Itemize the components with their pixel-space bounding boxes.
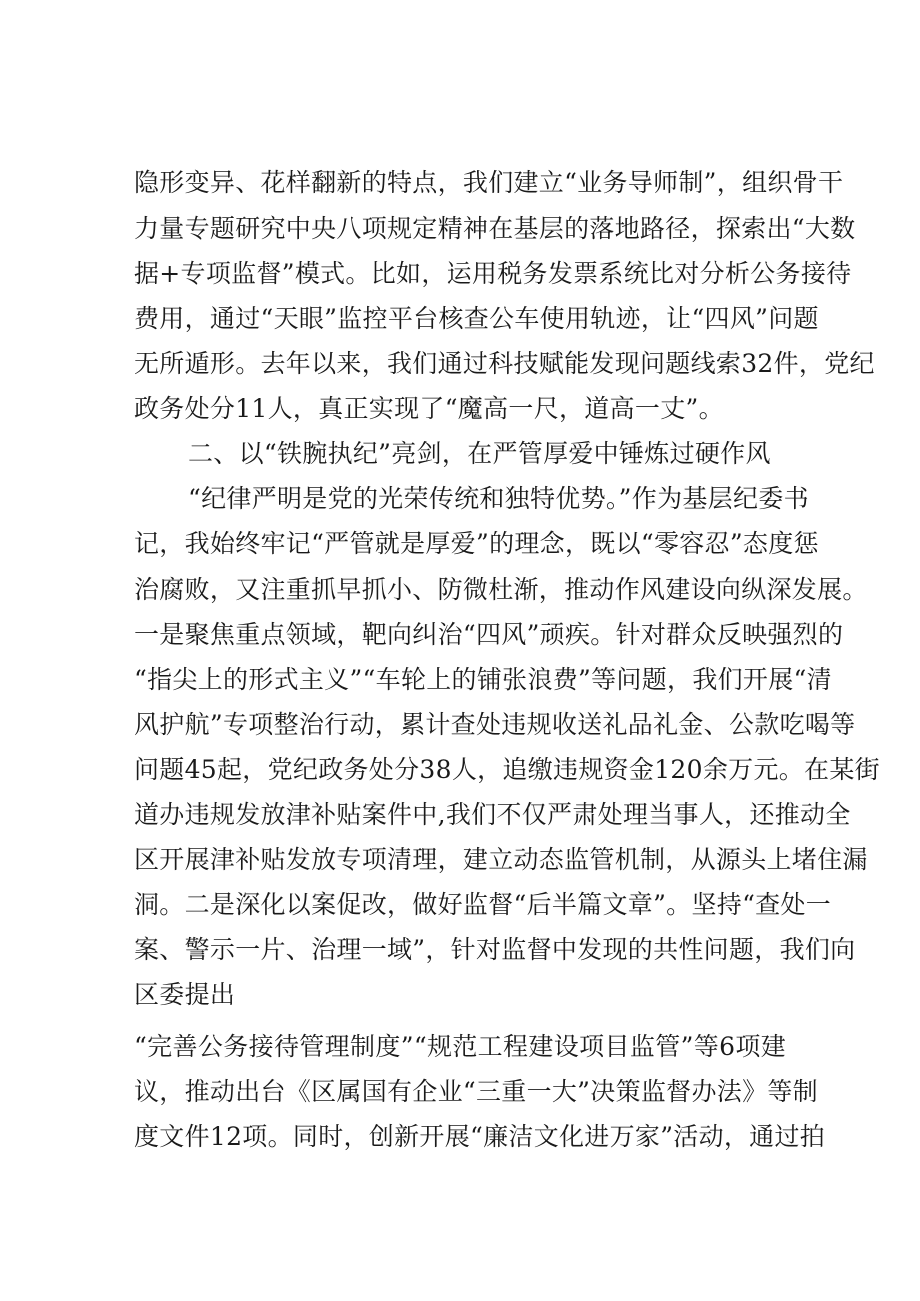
paragraph-line: “指尖上的形式主义”“车轮上的铺张浪费”等问题，我们开展“清 bbox=[134, 665, 832, 694]
paragraph-line: “纪律严明是党的光荣传统和独特优势。”作为基层纪委书 bbox=[188, 484, 809, 513]
paragraph-line: 议，推动出台《区属国有企业“三重一大”决策监督办法》等制 bbox=[134, 1077, 818, 1106]
paragraph-line: 问题45起，党纪政务处分38人，追缴违规资金120余万元。在某街 bbox=[134, 755, 880, 784]
paragraph-line: 无所遁形。去年以来，我们通过科技赋能发现问题线索32件，党纪 bbox=[134, 349, 875, 378]
paragraph-line: 案、警示一片、治理一域”，针对监督中发现的共性问题，我们向 bbox=[134, 935, 856, 964]
paragraph-line: 区开展津补贴发放专项清理，建立动态监管机制，从源头上堵住漏 bbox=[134, 845, 868, 874]
paragraph-line: 洞。二是深化以案促改，做好监督“后半篇文章”。坚持“查处一 bbox=[134, 890, 832, 919]
paragraph-line: 一是聚焦重点领域，靶向纠治“四风”顽疾。针对群众反映强烈的 bbox=[134, 620, 844, 649]
paragraph-line: 治腐败，又注重抓早抓小、防微杜渐，推动作风建设向纵深发展。 bbox=[134, 575, 868, 604]
paragraph-line: 力量专题研究中央八项规定精神在基层的落地路径，探索出“大数 bbox=[134, 214, 856, 243]
paragraph-line: 道办违规发放津补贴案件中,我们不仅严肃处理当事人，还推动全 bbox=[134, 800, 851, 829]
paragraph-line: 政务处分11人，真正实现了“魔高一尺，道高一丈”。 bbox=[134, 394, 724, 423]
paragraph-line: 风护航”专项整治行动，累计查处违规收送礼品礼金、公款吃喝等 bbox=[134, 710, 856, 739]
paragraph-line: 区委提出 bbox=[134, 980, 236, 1009]
paragraph-line: 隐形变异、花样翻新的特点，我们建立“业务导师制”，组织骨干 bbox=[134, 168, 844, 197]
section-heading: 二、以“铁腕执纪”亮剑，在严管厚爱中锤炼过硬作风 bbox=[188, 439, 771, 468]
paragraph-line: 记，我始终牢记“严管就是厚爱”的理念，既以“零容忍”态度惩 bbox=[134, 529, 819, 558]
paragraph-line: “完善公务接待管理制度”“规范工程建设项目监管”等6项建 bbox=[134, 1032, 786, 1061]
paragraph-line: 据+专项监督”模式。比如，运用税务发票系统比对分析公务接待 bbox=[134, 259, 852, 288]
paragraph-line: 度文件12项。同时，创新开展“廉洁文化进万家”活动，通过拍 bbox=[134, 1122, 826, 1151]
paragraph-line: 费用，通过“天眼”监控平台核查公车使用轨迹，让“四风”问题 bbox=[134, 304, 819, 333]
